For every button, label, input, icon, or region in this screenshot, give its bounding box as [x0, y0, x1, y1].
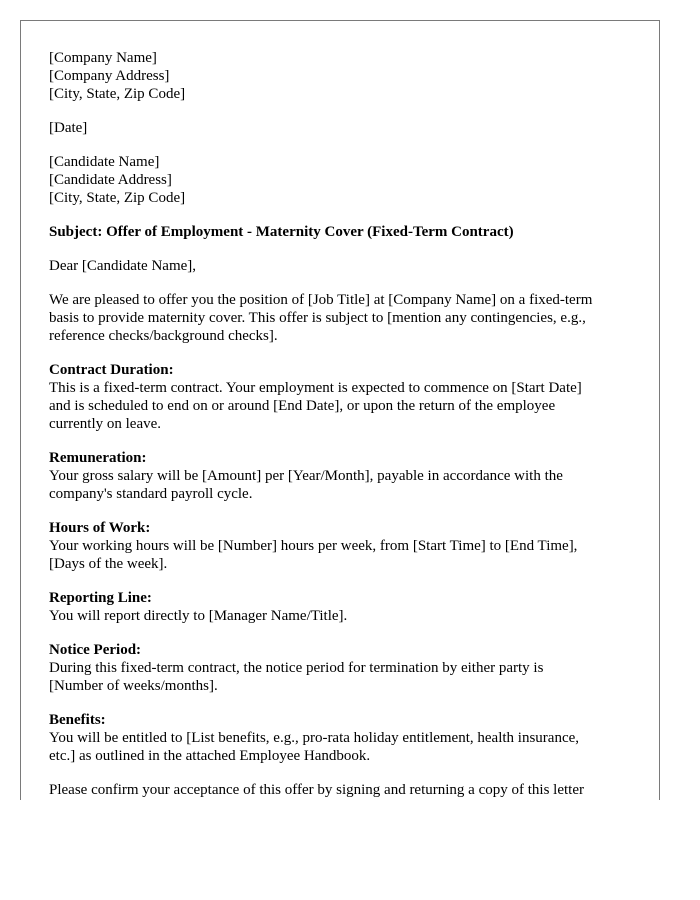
- section-contract-duration: [49, 361, 639, 433]
- subject-text: Subject: Offer of Employment - Maternity Cover (Fixed-Term Contract): [49, 224, 514, 240]
- section-line: currently on leave.: [49, 416, 162, 432]
- letter-date: [49, 119, 639, 137]
- recipient-address-line: [Candidate Address]: [49, 172, 172, 188]
- section-heading: Notice Period:: [49, 642, 142, 658]
- section-notice-period: [49, 641, 639, 695]
- letter-page: [20, 20, 660, 800]
- section-line: You will be entitled to [List benefits, e.g., pro-rata holiday entitlement, health insurance,: [49, 730, 580, 746]
- salutation-text: Dear [Candidate Name],: [49, 258, 197, 274]
- recipient-address: [49, 153, 639, 207]
- section-reporting-line: [49, 589, 639, 625]
- section-line: [Number of weeks/months].: [49, 678, 218, 694]
- recipient-city-state-zip: [City, State, Zip Code]: [49, 190, 186, 206]
- intro-line: basis to provide maternity cover. This offer is subject to [mention any contingencies, e.g.,: [49, 310, 586, 326]
- salutation: [49, 257, 639, 275]
- intro-paragraph: [49, 291, 639, 345]
- section-heading: Reporting Line:: [49, 590, 152, 606]
- section-hours-of-work: [49, 519, 639, 573]
- section-heading: Benefits:: [49, 712, 106, 728]
- sender-city-state-zip: [City, State, Zip Code]: [49, 86, 186, 102]
- sender-company-name: [Company Name]: [49, 50, 157, 66]
- section-benefits: [49, 711, 639, 765]
- letter-body: [49, 49, 639, 799]
- sender-company-address: [Company Address]: [49, 68, 170, 84]
- section-remuneration: [49, 449, 639, 503]
- subject-line: [49, 223, 639, 241]
- section-heading: Hours of Work:: [49, 520, 151, 536]
- recipient-name: [Candidate Name]: [49, 154, 160, 170]
- intro-line: We are pleased to offer you the position of [Job Title] at [Company Name] on a fixed-term: [49, 292, 593, 308]
- section-line: etc.] as outlined in the attached Employee Handbook.: [49, 748, 371, 764]
- section-line: During this fixed-term contract, the notice period for termination by either party is: [49, 660, 544, 676]
- section-line: Your working hours will be [Number] hours per week, from [Start Time] to [End Time],: [49, 538, 578, 554]
- section-line: and is scheduled to end on or around [End Date], or upon the return of the employee: [49, 398, 556, 414]
- section-line: Your gross salary will be [Amount] per [Year/Month], payable in accordance with the: [49, 468, 563, 484]
- sender-address: [49, 49, 639, 103]
- section-line: company's standard payroll cycle.: [49, 486, 253, 502]
- section-line: You will report directly to [Manager Name/Title].: [49, 608, 348, 624]
- section-line: This is a fixed-term contract. Your employment is expected to commence on [Start Date]: [49, 380, 582, 396]
- intro-line: reference checks/background checks].: [49, 328, 278, 344]
- date-text: [Date]: [49, 120, 88, 136]
- section-line: [Days of the week].: [49, 556, 168, 572]
- section-heading: Remuneration:: [49, 450, 147, 466]
- closing-paragraph: [49, 781, 639, 799]
- closing-line: Please confirm your acceptance of this offer by signing and returning a copy of this letter: [49, 782, 584, 798]
- section-heading: Contract Duration:: [49, 362, 174, 378]
